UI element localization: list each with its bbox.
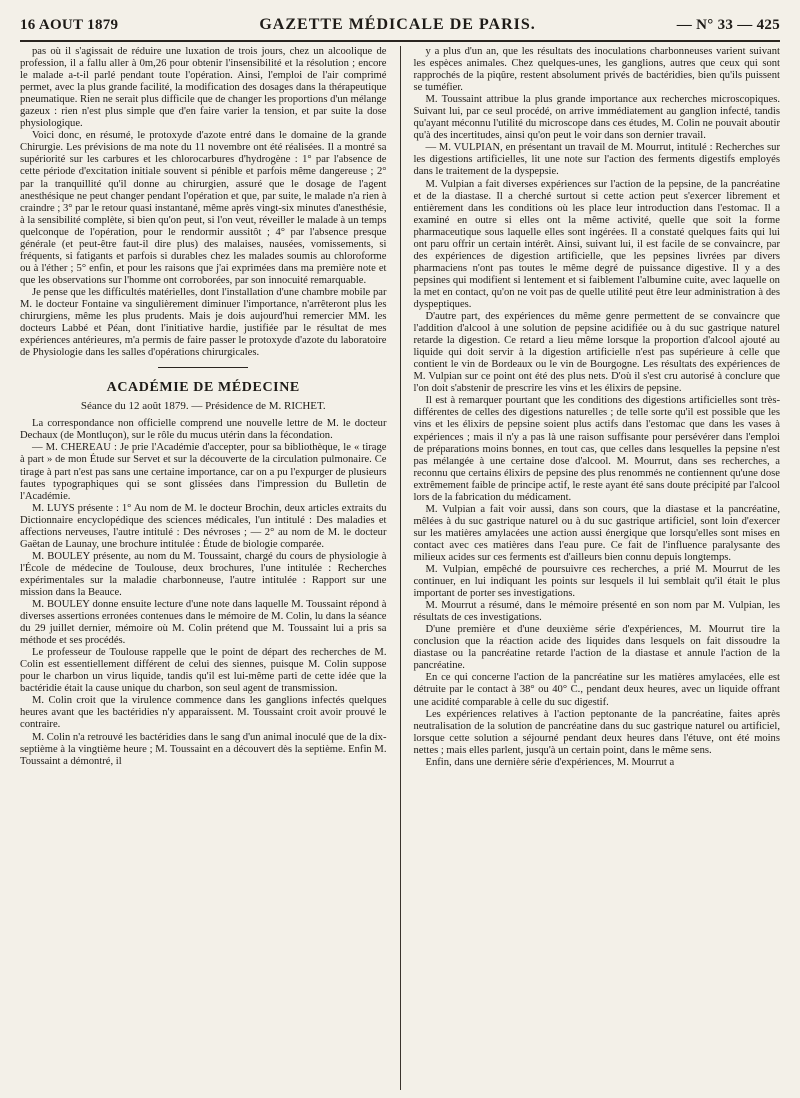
paragraph: Voici donc, en résumé, le protoxyde d'azote entré dans le domaine de la grande Chirurgie. Les prévisions de ma note du 11 novembre ont été réalisées. Il a montré sa supériorité sur les carbures et les chlorocarbures d'hydrogène : 1° par l'absence de cette période d'excitation initiale souvent si pénible et parfois même dangereuse ; 2° par la tranquillité qu'il donne au chirurgien, assuré que le dosage de l'agent anesthésique ne peut changer pendant l'opération et que, par suite, le malade n'a rien à craindre ; 3° par le retour quasi instantané, même après vingt-six minutes d'anesthésie, à la sensibilité complète, si bien qu'on peut, si l'on veut, réveiller le malade à un temps quelconque de l'opération, pour le rendormir aussitôt ; 4° par l'absence presque générale (et peut-être faut-il dire plus) des malaises, nausées, vomissements, si fréquents, si fatigants et parfois si durables chez les malades soumis au chloroforme ou à l'éther ; 5° enfin, et pour les raisons que j'ai exprimées dans ma première note et que les observations sur l'homme ont corroborées, par son innocuité remarquable.: [20, 130, 387, 286]
left-column: [20, 46, 387, 1090]
paragraph: M. Colin n'a retrouvé les bactéridies dans le sang d'un animal inoculé que de la dix-septième à la vingtième heure ; M. Toussaint en a découvert dès la septième. Enfin M. Toussaint a démontré, il: [20, 731, 387, 767]
paragraph: Enfin, dans une dernière série d'expériences, M. Mourrut a: [425, 756, 675, 768]
column-separator: [400, 46, 401, 1090]
paragraph: M. Vulpian a fait voir aussi, dans son cours, que la diastase et la pancréatine, mêlées à du suc gastrique naturel ou à du suc gastrique artificiel, sont loin d'exercer sur les matières amylacées une action aussi énergique que lorsqu'elles sont mises en contact avec ces matières dans l'eau pure. Ce fait de l'influence paralysante des milieux acides sur ces ferments est d'ailleurs bien connu depuis longtemps.: [413, 503, 780, 563]
session-line: Séance du 12 août 1879. — Présidence de M. RICHET.: [80, 400, 326, 413]
header-rule: [20, 40, 780, 42]
page-header: [20, 16, 780, 38]
issue-date: 16 AOUT 1879: [20, 17, 119, 33]
paragraph: Les expériences relatives à l'action peptonante de la pancréatine, faites après neutralisation de la solution de pancréatine dans du suc gastrique naturel ou artificiel, lorsque cette solution a séjourné pendant deux heures dans l'étuve, ont été moins nettes ; mais elles parlent, jusqu'à un certain point, dans le même sens.: [413, 708, 780, 756]
paragraph: Je pense que les difficultés matérielles, dont l'installation d'une chambre mobile par M. le docteur Fontaine va singulièrement diminuer l'importance, n'arrêteront plus les chirurgiens, même les plus prudents. Mais je dois aujourd'hui remercier MM. les docteurs Labbé et Péan, dont l'initiative hardie, justifiée par le résultat de mes expériences antérieures, m'a permis de faire passer le protoxyde d'azote du laboratoire de Physiologie dans les salles d'opérations chirurgicales.: [20, 286, 387, 359]
paragraph: pas où il s'agissait de réduire une luxation de trois jours, chez un alcoolique de profession, il a fallu aller à 0m,26 pour obtenir l'insensibilité et la résolution ; encore le malade a-t-il parlé pendant toute l'opération. Ainsi, l'emploi de l'air comprimé permet, avec la plus grande facilité, la modification des dosages dans la thérapeutique pneumatique. Rien ne serait plus difficile que de changer les proportions d'un mélange gazeux : rien n'est plus simple que d'en faire varier la tension, et par suite la dose physiologique.: [20, 46, 387, 130]
paragraph: M. Colin croit que la virulence commence dans les ganglions infectés quelques heures avant que les bactéridies n'y apparaissent. M. Toussaint croit avoir prouvé le contraire.: [20, 695, 387, 731]
section-title: ACADÉMIE DE MÉDECINE: [106, 380, 300, 396]
paragraph: Le professeur de Toulouse rappelle que le point de départ des recherches de M. Colin est essentiellement différent de celui des siennes, puisque M. Colin suppose pour le charbon un virus liquide, tandis qu'il est lui-même parti de cette idée que la bactéridie était la cause unique du charbon, son seul agent de transmission.: [20, 647, 387, 695]
issue-page-number: — N° 33 — 425: [676, 17, 780, 33]
paragraph: En ce qui concerne l'action de la pancréatine sur les matières amylacées, elle est détruite par le contact à 38° ou 40° C., pendant deux heures, avec un liquide offrant une acidité comparable à celle du suc digestif.: [413, 672, 780, 708]
paragraph: M. Mourrut a résumé, dans le mémoire présenté en son nom par M. Vulpian, les résultats de ces investigations.: [413, 600, 780, 624]
paragraph: M. BOULEY donne ensuite lecture d'une note dans laquelle M. Toussaint répond à diverses assertions erronées contenues dans le mémoire de M. Colin, lu dans la séance du 29 juillet dernier, mémoire où M. Colin prétend que M. Toussaint lui a pris sa méthode et ses procédés.: [20, 599, 387, 647]
paragraph: M. BOULEY présente, au nom du M. Toussaint, chargé du cours de physiologie à l'École de médecine de Toulouse, deux brochures, l'une intitulée : Recherches expérimentales sur la maladie charbonneuse, l'autre intitulée : Rapport sur une mission dans la Beauce.: [20, 550, 387, 598]
paragraph: La correspondance non officielle comprend une nouvelle lettre de M. le docteur Dechaux (de Montluçon), sur le rôle du mucus utérin dans la fécondation.: [20, 418, 387, 442]
paragraph: M. LUYS présente : 1° Au nom de M. le docteur Brochin, deux articles extraits du Dictionnaire encyclopédique des sciences médicales, l'un intitulé : Des maladies et affections nerveuses, l'autre intitulé : Des névroses ; — 2° au nom de M. le docteur Gaëtan de Launay, une brochure intitulée : Étude de biologie comparée.: [20, 502, 387, 550]
paragraph: D'une première et d'une deuxième série d'expériences, M. Mourrut tire la conclusion que la réaction acide des liquides dans lesquels on fait dissoudre la diastase ou la pancréatine retarde l'action de la diastase et annule l'action de la pancréatine.: [413, 624, 780, 672]
right-column: [413, 46, 780, 1090]
paragraph: — M. CHEREAU : Je prie l'Académie d'accepter, pour sa bibliothèque, le « tirage à part » de mon Étude sur Servet et sur la découverte de la circulation pulmonaire. Ce tirage à part n'est pas sans une certaine importance, car on a pu l'expurger de plusieurs fautes typographiques qui se sont glissées dans l'impression du Bulletin de l'Académie.: [20, 442, 387, 502]
paragraph: D'autre part, des expériences du même genre permettent de se convaincre que l'addition d'alcool à une solution de pepsine acidifiée ou à du suc gastrique naturel retarde la digestion. Ce retard a lieu même lorsque la proportion d'alcool ajouté au liquide qui doit servir à la digestion artificielle n'est pas supérieure à celle que contient le vin de Bordeaux ou le vin de Bourgogne. Les résultats des expériences de M. Vulpian sur ce point ont été des plus nets. D'où il s'est cru autorisé à conclure que l'on doit s'abstenir de prescrire les vins et les élixirs de pepsine.: [413, 311, 780, 395]
paragraph: M. Vulpian a fait diverses expériences sur l'action de la pepsine, de la pancréatine et de la diastase. Il a cherché surtout si cette action peut s'exercer librement et entièrement dans les conditions où les place leur introduction dans l'estomac. Il a examiné en outre si elles ont la même activité, quelle que soit la forme pharmaceutique sous laquelle elles sont ingérées. Il a constaté quelques faits qui lui ont paru offrir un certain intérêt. Ainsi, suivant lui, il est facile de se convaincre, par des expériences de digestion artificielle, que les pepsines livrées par divers pharmaciens n'ont pas toutes le même degré de puissance digestive. Il y a des pepsines qui modifient si lentement et si faiblement l'albumine cuite, avec laquelle on la met en contact, qu'on ne voit pas de quelle utilité peut être leur administration à des dyspeptiques.: [413, 178, 780, 310]
paragraph: M. Toussaint attribue la plus grande importance aux recherches microscopiques. Suivant lui, par ce seul procédé, on arrive immédiatement au ganglion infecté, tandis qu'ayant méconnu l'utilité du microscope dans ces études, M. Colin ne pouvait aboutir qu'à des incertitudes, ainsi qu'on peut le voir dans son dernier travail.: [413, 94, 780, 142]
paragraph: Il est à remarquer pourtant que les conditions des digestions artificielles sont très-différentes de celles des digestions naturelles ; de telle sorte qu'il est possible que les vins et les élixirs de pepsine soient plus actifs dans l'estomac que dans les vases à expériences ; mais il n'y a pas là une raison suffisante pour persévérer dans l'emploi de préparations moins bonnes, en tout cas, que celles dans lesquelles la pepsine n'est pas mélangée à une certaine dose d'alcool. M. Mourrut, dans ses recherches, a reconnu que certains élixirs de pepsine des plus renommés ne contiennent qu'une dose extrêmement faible de principe actif, le reste ayant été sans doute précipité par l'alcool lors de la fabrication du médicament.: [413, 395, 780, 503]
text-columns: [20, 46, 780, 1090]
paragraph: y a plus d'un an, que les résultats des inoculations charbonneuses varient suivant les espèces animales. Chez quelques-unes, les ganglions, autres que ceux qui sont rapprochés de la piqûre, restent absolument privés de bactéridies, bien qu'ils puissent se tuméfier.: [413, 46, 780, 94]
journal-title: GAZETTE MÉDICALE DE PARIS.: [259, 16, 536, 33]
paragraph: M. Vulpian, empêché de poursuivre ces recherches, a prié M. Mourrut de les continuer, en lui indiquant les points sur lesquels il lui semblait qu'il était le plus important de porter ses investigations.: [413, 564, 780, 600]
section-divider: [158, 367, 248, 368]
paragraph: — M. VULPIAN, en présentant un travail de M. Mourrut, intitulé : Recherches sur les digestions artificielles, lit une note sur l'action des ferments digestifs employés dans le traitement de la dyspepsie.: [413, 142, 780, 178]
